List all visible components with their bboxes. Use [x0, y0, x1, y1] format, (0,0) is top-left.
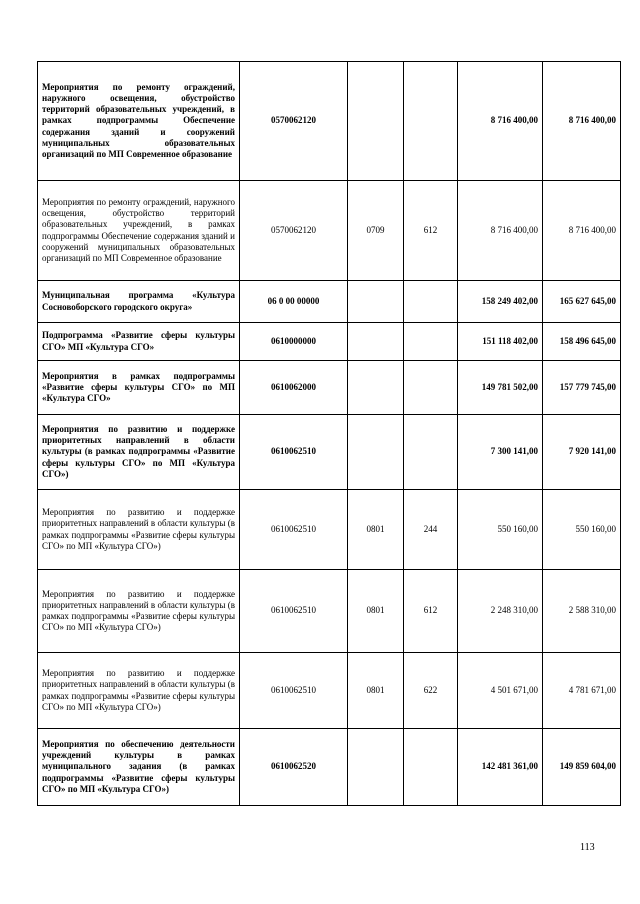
row-name: Подпрограмма «Развитие сферы культуры СГО» МП «Культура СГО»: [38, 323, 240, 361]
row-amount-2: 4 781 671,00: [543, 653, 621, 729]
row-code: 0570062120: [240, 181, 348, 281]
row-expense-type: 622: [404, 653, 458, 729]
row-name: Мероприятия по развитию и поддержке приоритетных направлений в области культуры (в рамках подпрограммы «Развитие сферы культуры СГО» по МП «Культура СГО»): [38, 653, 240, 729]
row-expense-type: 612: [404, 570, 458, 653]
table-row: [38, 570, 621, 653]
table-row: [38, 490, 621, 570]
row-amount-1: 142 481 361,00: [458, 729, 543, 806]
row-amount-1: 8 716 400,00: [458, 62, 543, 181]
row-section: [348, 361, 404, 415]
table-row: [38, 281, 621, 323]
table-body: [38, 62, 621, 806]
row-amount-1: 151 118 402,00: [458, 323, 543, 361]
row-amount-2: 8 716 400,00: [543, 181, 621, 281]
table-row: [38, 361, 621, 415]
row-amount-2: 165 627 645,00: [543, 281, 621, 323]
row-amount-2: 158 496 645,00: [543, 323, 621, 361]
row-code: 06 0 00 00000: [240, 281, 348, 323]
row-section: [348, 415, 404, 490]
row-amount-2: 7 920 141,00: [543, 415, 621, 490]
table-row: [38, 323, 621, 361]
row-code: 0610000000: [240, 323, 348, 361]
table-row: [38, 729, 621, 806]
row-expense-type: [404, 415, 458, 490]
row-expense-type: [404, 281, 458, 323]
row-name: Мероприятия в рамках подпрограммы «Развитие сферы культуры СГО» по МП «Культура СГО»: [38, 361, 240, 415]
row-name: Муниципальная программа «Культура Сосновоборского городского округа»: [38, 281, 240, 323]
row-name: Мероприятия по развитию и поддержке приоритетных направлений в области культуры (в рамках подпрограммы «Развитие сферы культуры СГО» по МП «Культура СГО»): [38, 570, 240, 653]
table-row: [38, 62, 621, 181]
row-amount-1: 8 716 400,00: [458, 181, 543, 281]
row-expense-type: [404, 361, 458, 415]
row-amount-2: 157 779 745,00: [543, 361, 621, 415]
row-amount-1: 4 501 671,00: [458, 653, 543, 729]
row-name: Мероприятия по развитию и поддержке приоритетных направлений в области культуры (в рамках подпрограммы «Развитие сферы культуры СГО» по МП «Культура СГО»): [38, 490, 240, 570]
row-expense-type: [404, 729, 458, 806]
row-section: 0801: [348, 570, 404, 653]
row-amount-1: 550 160,00: [458, 490, 543, 570]
table-row: [38, 653, 621, 729]
row-name: Мероприятия по ремонту ограждений, наружного освещения, обустройство территорий образовательных учреждений, в рамках подпрограммы Обеспечение содержания зданий и сооружений муниципальных образовательных организаций по МП Современное образование: [38, 181, 240, 281]
row-amount-1: 7 300 141,00: [458, 415, 543, 490]
row-code: 0610062000: [240, 361, 348, 415]
row-amount-1: 149 781 502,00: [458, 361, 543, 415]
row-code: 0610062510: [240, 653, 348, 729]
row-expense-type: 612: [404, 181, 458, 281]
row-code: 0570062120: [240, 62, 348, 181]
row-expense-type: 244: [404, 490, 458, 570]
table-row: [38, 415, 621, 490]
row-section: 0709: [348, 181, 404, 281]
row-section: [348, 62, 404, 181]
row-section: [348, 281, 404, 323]
row-amount-2: 149 859 604,00: [543, 729, 621, 806]
row-amount-2: 550 160,00: [543, 490, 621, 570]
row-name: Мероприятия по обеспечению деятельности учреждений культуры в рамках муниципального задания (в рамках подпрограммы «Развитие сферы культуры СГО» по МП «Культура СГО»): [38, 729, 240, 806]
row-code: 0610062510: [240, 570, 348, 653]
row-amount-2: 2 588 310,00: [543, 570, 621, 653]
row-amount-2: 8 716 400,00: [543, 62, 621, 181]
row-amount-1: 2 248 310,00: [458, 570, 543, 653]
row-section: [348, 323, 404, 361]
row-expense-type: [404, 323, 458, 361]
row-name: Мероприятия по развитию и поддержке приоритетных направлений в области культуры (в рамках подпрограммы «Развитие сферы культуры СГО» по МП «Культура СГО»): [38, 415, 240, 490]
row-code: 0610062510: [240, 490, 348, 570]
row-code: 0610062510: [240, 415, 348, 490]
row-code: 0610062520: [240, 729, 348, 806]
row-section: 0801: [348, 490, 404, 570]
page-number: 113: [580, 842, 595, 853]
budget-table: [37, 61, 621, 806]
row-amount-1: 158 249 402,00: [458, 281, 543, 323]
row-expense-type: [404, 62, 458, 181]
table-row: [38, 181, 621, 281]
row-section: [348, 729, 404, 806]
row-name: Мероприятия по ремонту ограждений, наружного освещения, обустройство территорий образовательных учреждений, в рамках подпрограммы Обеспечение содержания зданий и сооружений муниципальных образовательных организаций по МП Современное образование: [38, 62, 240, 181]
row-section: 0801: [348, 653, 404, 729]
